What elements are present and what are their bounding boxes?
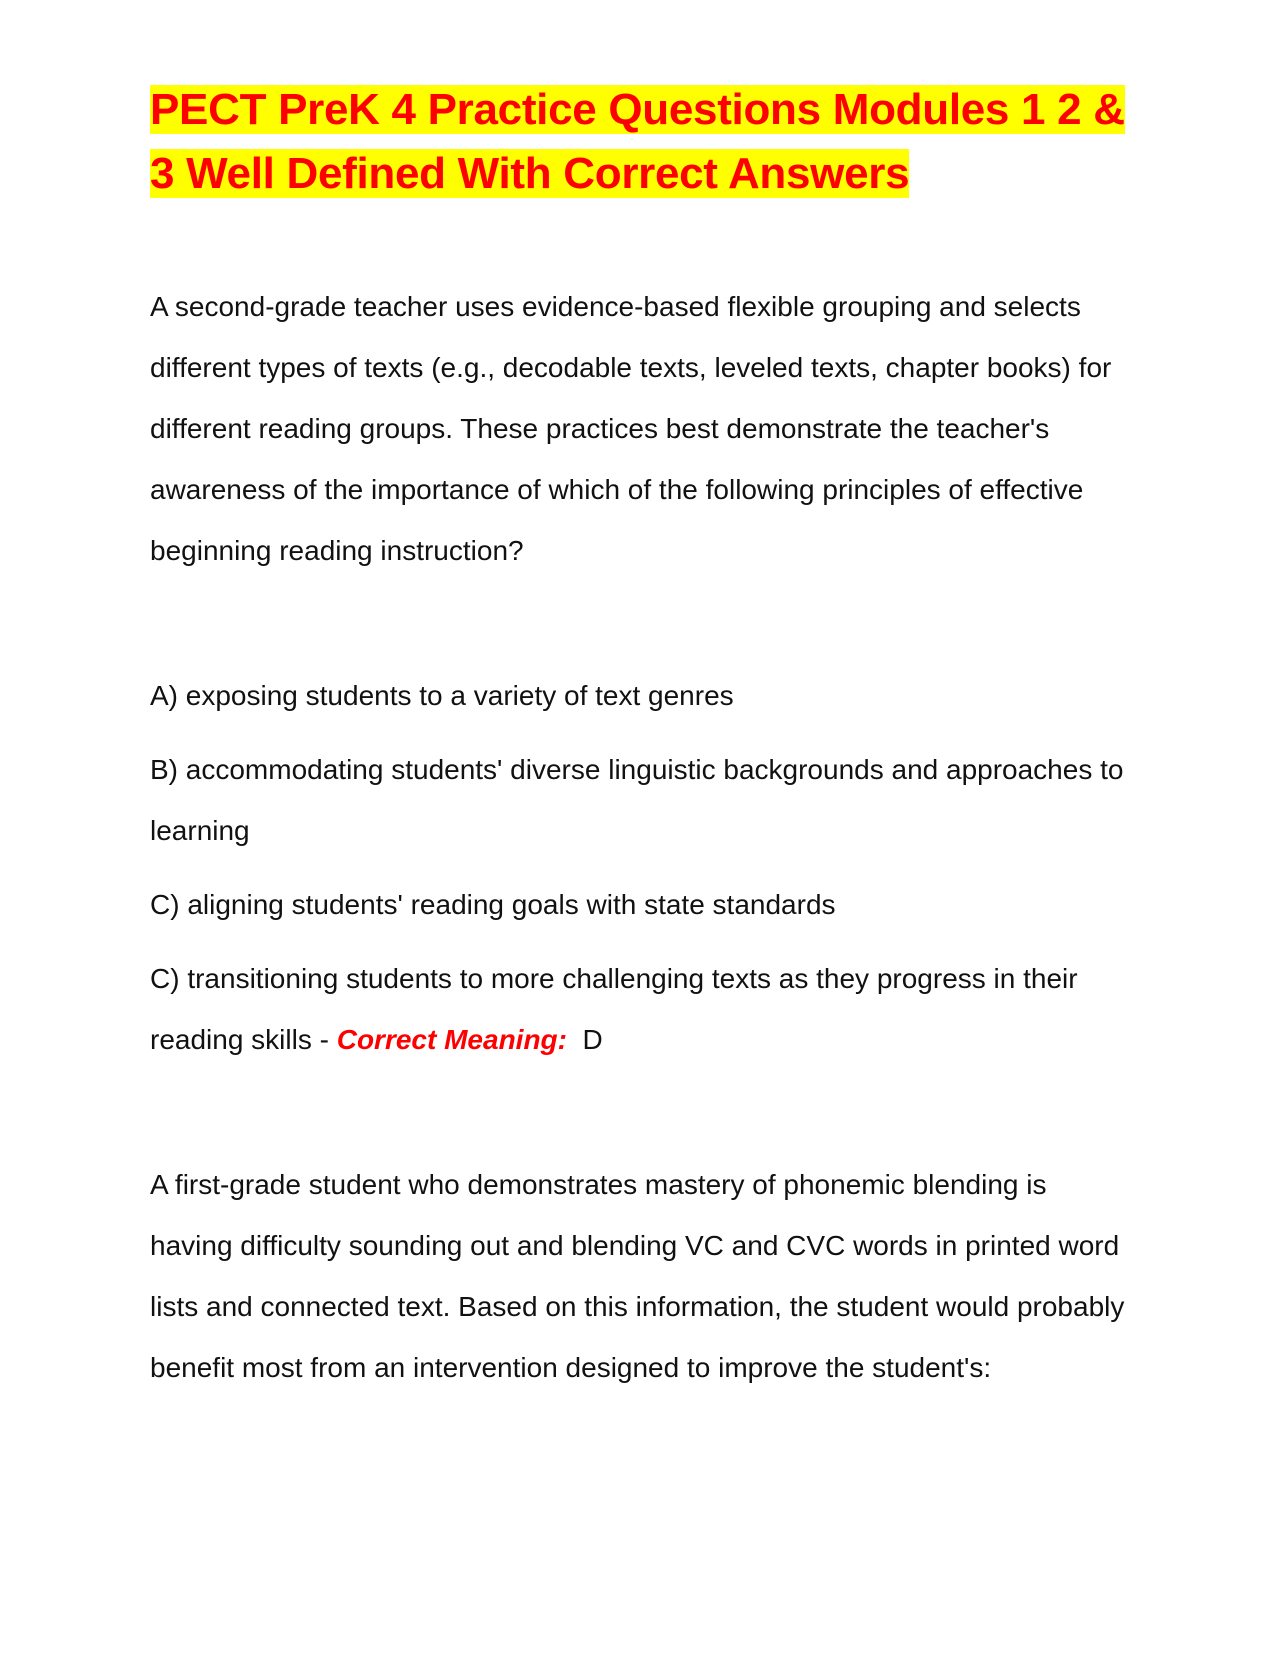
question-1-stem: A second-grade teacher uses evidence-based flexible grouping and selects different types of texts (e.g., decodable texts, leveled texts, chapter books) for different reading groups. These practices best demonstrate the teacher's awareness of the importance of which of the following principles of effective beginning reading instruction?: [150, 291, 1112, 566]
title-highlight: PECT PreK 4 Practice Questions Modules 1 2 & 3 Well Defined With Correct Answers: [150, 85, 1125, 198]
option-b: B) accommodating students' diverse linguistic backgrounds and approaches to learning: [150, 754, 1124, 846]
correct-answer-value: D: [582, 1024, 603, 1055]
option-d: [150, 948, 1130, 1070]
correct-answer-label: Correct Meaning:: [336, 1024, 567, 1055]
option-a: A) exposing students to a variety of text genres: [150, 680, 734, 711]
question-2-stem: A first-grade student who demonstrates mastery of phonemic blending is having difficulty sounding out and blending VC and CVC words in printed word lists and connected text. Based on this information, the student would probably benefit most from an intervention designed to improve the student's:: [150, 1169, 1125, 1383]
option-d-text: C) transitioning students to more challenging texts as they progress in their reading skills -: [150, 963, 1078, 1055]
document-title: [150, 78, 1130, 206]
option-c: C) aligning students' reading goals with state standards: [150, 889, 836, 920]
question-1-options: [150, 665, 1130, 1070]
